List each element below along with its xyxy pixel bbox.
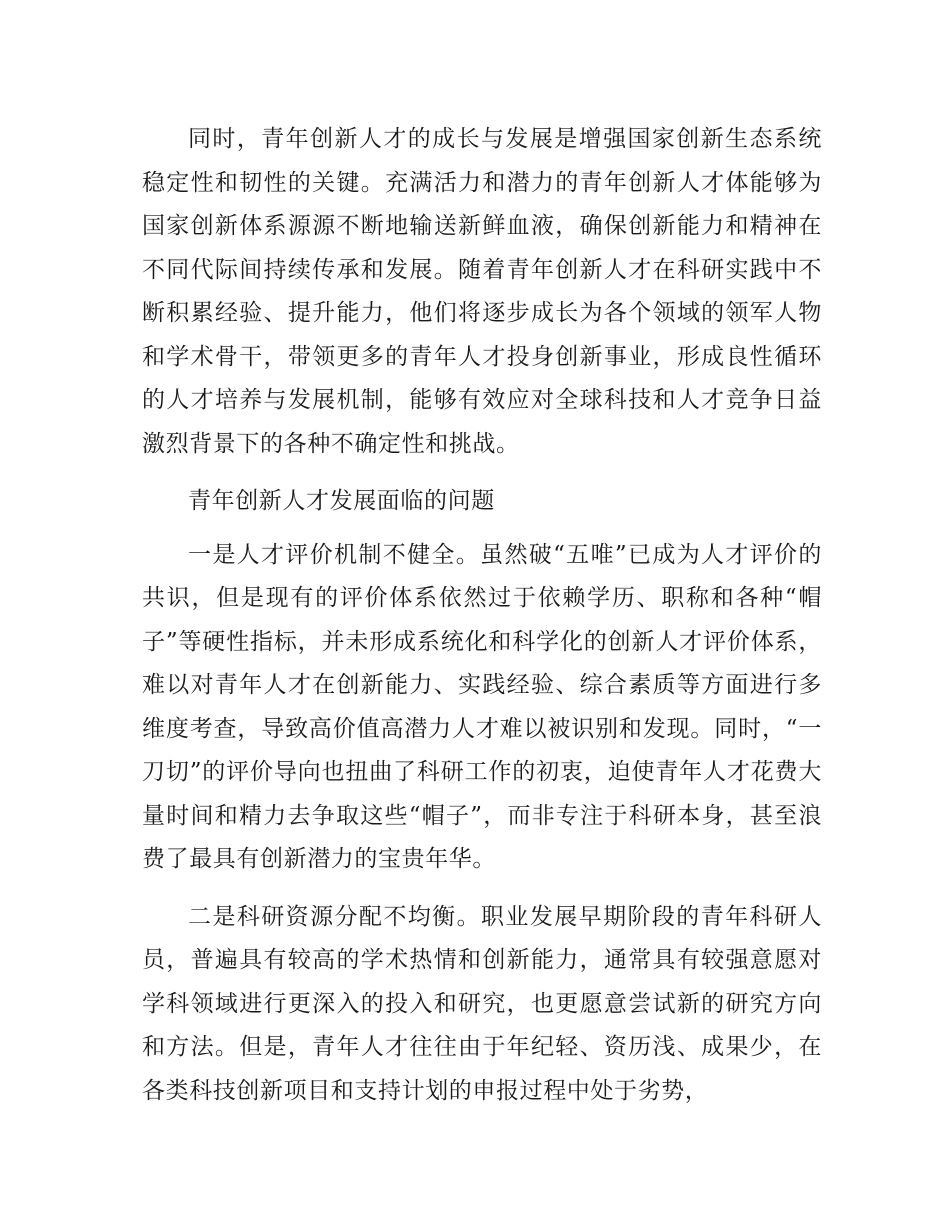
paragraph-resource-allocation: 二是科研资源分配不均衡。职业发展早期阶段的青年科研人员，普遍具有较高的学术热情和创新能力，通常具有较强意愿对学科领域进行更深入的投入和研究，也更愿意尝试新的研究方向和方法。但是，青年人才往往由于年纪轻、资历浅、成果少，在各类科技创新项目和支持计划的申报过程中处于劣势， [142,903,822,1104]
section-heading: 青年创新人才发展面临的问题 [188,488,495,514]
paragraph-innovation-ecosystem: 同时，青年创新人才的成长与发展是增强国家创新生态系统稳定性和韧性的关键。充满活力和潜力的青年创新人才体能够为国家创新体系源源不断地输送新鲜血液，确保创新能力和精神在不同代际间持续传承和发展。随着青年创新人才在科研实践中不断积累经验、提升能力，他们将逐步成长为各个领域的领军人物和学术骨干，带领更多的青年人才投身创新事业，形成良性循环的人才培养与发展机制，能够有效应对全球科技和人才竞争日益激烈背景下的各种不确定性和挑战。 [142,126,822,457]
document-body [142,118,822,1113]
paragraph-evaluation-mechanism: 一是人才评价机制不健全。虽然破“五唯”已成为人才评价的共识，但是现有的评价体系依然过于依赖学历、职称和各种“帽子”等硬性指标，并未形成系统化和科学化的创新人才评价体系，难以对青年人才在创新能力、实践经验、综合素质等方面进行多维度考查，导致高价值高潜力人才难以被识别和发现。同时，“一刀切”的评价导向也扭曲了科研工作的初衷，迫使青年人才花费大量时间和精力去争取这些“帽子”，而非专注于科研本身，甚至浪费了最具有创新潜力的宝贵年华。 [142,541,822,872]
